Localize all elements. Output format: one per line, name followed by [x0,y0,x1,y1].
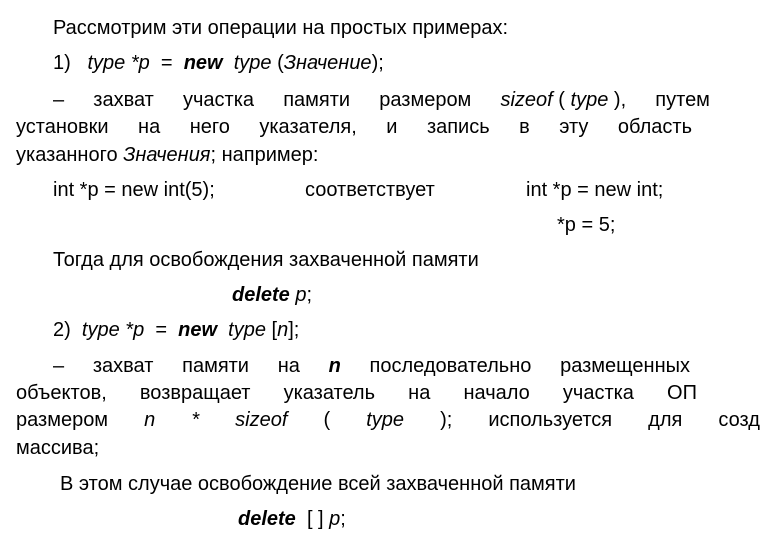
desc2-l3-po: ( [323,409,331,431]
desc2-l3-w2: используется [488,409,613,431]
free1-arg: p [295,284,307,306]
case1-type2: type [233,52,272,74]
free2-code [238,507,346,531]
desc2-line4 [16,436,99,460]
free2-semi: ; [340,508,346,530]
desc1-sizeof: sizeof [500,89,553,111]
desc2-line2 [16,381,697,405]
example-left [53,178,215,202]
desc1-line1 [53,88,710,112]
case1-eq: = [160,52,173,74]
free1-semi: ; [306,284,313,306]
desc1-w4: размером [379,89,472,111]
desc1-w1: захват [93,89,154,111]
case1-star-p: *p [130,52,150,74]
example-middle-text: соответствует [305,179,435,201]
free2-text [60,472,576,496]
desc2-line1-a: – захват памяти на [53,355,329,377]
case2-bracket-close: ]; [288,319,300,341]
desc2-l3-w4: созд [718,409,760,431]
free2-label: В этом случае освобождение всей захваченной памяти [60,473,576,495]
free1-label: Тогда для освобождения захваченной памяти [53,249,479,271]
case1-new: new [183,52,223,74]
desc1-line3 [16,143,318,167]
example-right2-code: *p = 5; [557,214,616,236]
case1-number: 1) [53,52,71,74]
case2-code [53,318,299,342]
desc1-paren-open: ( [558,89,565,111]
desc1-type: type [570,89,609,111]
desc1-line2 [16,115,692,139]
desc2-l3-w3: для [648,409,683,431]
free1-code [232,283,312,307]
case2-eq: = [155,319,168,341]
example-left-code: int *p = new int(5); [53,179,215,201]
free2-arg: p [329,508,341,530]
desc1-dash: – [53,89,65,111]
desc1-paren-close: ), [613,89,627,111]
case2-type2: type [228,319,266,341]
example-right-code: int *p = new int; [526,179,664,201]
free1-text [53,248,479,272]
free1-delete: delete [232,284,290,306]
case2-number: 2) [53,319,71,341]
free2-delete: delete [238,508,296,530]
desc1-sizeof-group [500,88,626,112]
case1-code [53,51,384,75]
case2-bracket-open: [ [271,319,278,341]
case1-close: ); [371,52,384,74]
desc1-w2: участка [183,89,255,111]
case2-new: new [178,319,218,341]
example-right [526,178,663,202]
example-right2 [557,213,615,237]
case2-n: n [277,319,289,341]
desc2-line3 [16,408,760,432]
desc2-line1 [53,354,690,378]
desc2-l3-star: * [191,409,200,431]
desc1-line3-end: ; например: [210,144,319,166]
desc1-w5: путем [655,89,710,111]
desc2-line1-b: последовательно размещенных [340,355,690,377]
case1-open: ( [277,52,284,74]
desc2-l3-w1: размером [16,409,109,431]
desc2-line2-text: объектов, возвращает указатель на начало участка ОП [16,382,697,404]
desc2-line4-text: массива; [16,437,100,459]
desc2-l3-type: type [366,409,405,431]
case2-type: type [81,319,120,341]
desc2-l3-n: n [144,409,156,431]
case1-value: Значение [283,52,372,74]
desc2-l3-pc: ); [440,409,453,431]
desc2-l3-sizeof: sizeof [235,409,288,431]
desc1-line3-start: указанного [16,144,124,166]
desc1-w3: памяти [283,89,351,111]
desc1-line3-value: Значения [123,144,211,166]
desc1-line2-text: установки на него указателя, и запись в эту область [16,116,692,138]
case2-star-p: *p [125,319,145,341]
desc2-line1-n: n [328,355,341,377]
free2-brackets: [ ] [306,508,324,530]
intro-label: Рассмотрим эти операции на простых примерах: [53,17,509,39]
case1-type: type [87,52,126,74]
intro-text [53,16,508,40]
example-middle [305,178,435,202]
